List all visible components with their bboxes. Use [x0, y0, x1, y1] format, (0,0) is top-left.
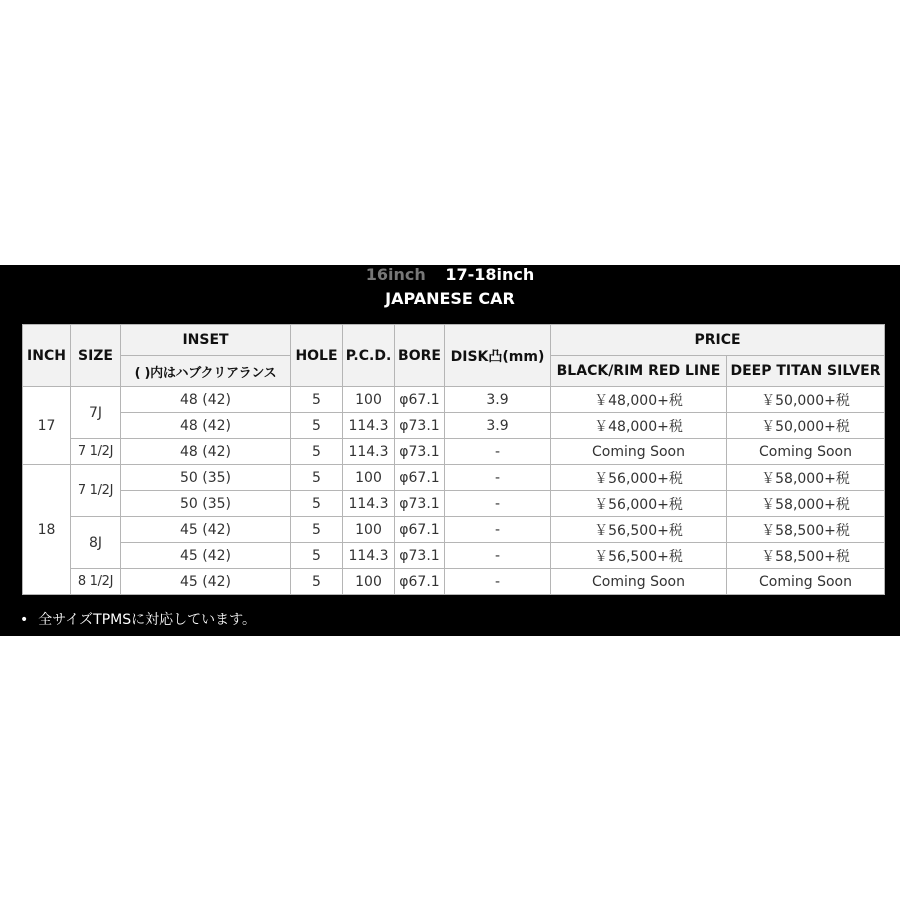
table-row	[23, 465, 885, 491]
tab-17-18inch[interactable]: 17-18inch	[445, 265, 535, 284]
inset-cell: 50 (35)	[121, 491, 291, 517]
price-titan-cell: ￥58,500+税	[727, 543, 885, 569]
inset-note-header: ( )内はハブクリアランス	[121, 356, 291, 387]
price-black-cell: ￥56,000+税	[551, 491, 727, 517]
pcd-cell: 114.3	[343, 439, 395, 465]
bore-cell: φ67.1	[395, 517, 445, 543]
pcd-cell: 100	[343, 387, 395, 413]
col-hole-header: HOLE	[291, 325, 343, 387]
col-inset-header: INSET	[121, 325, 291, 356]
inset-cell: 50 (35)	[121, 465, 291, 491]
disk-cell: -	[445, 569, 551, 595]
price-black-cell: Coming Soon	[551, 569, 727, 595]
bore-cell: φ73.1	[395, 413, 445, 439]
page-title: JAPANESE CAR	[385, 289, 515, 308]
table-row	[23, 491, 885, 517]
col-pcd-header: P.C.D.	[343, 325, 395, 387]
inset-cell: 45 (42)	[121, 543, 291, 569]
bore-cell: φ67.1	[395, 387, 445, 413]
bullet-icon: •	[20, 612, 29, 628]
hole-cell: 5	[291, 413, 343, 439]
size-cell: 8J	[71, 517, 121, 569]
inch-cell: 18	[23, 465, 71, 595]
inset-cell: 48 (42)	[121, 439, 291, 465]
pcd-cell: 114.3	[343, 543, 395, 569]
hole-cell: 5	[291, 517, 343, 543]
disk-cell: -	[445, 439, 551, 465]
table-row	[23, 569, 885, 595]
price-titan-cell: ￥58,000+税	[727, 465, 885, 491]
inset-cell: 45 (42)	[121, 517, 291, 543]
price-titan-cell: ￥58,500+税	[727, 517, 885, 543]
bore-cell: φ67.1	[395, 465, 445, 491]
disk-cell: -	[445, 491, 551, 517]
pcd-cell: 100	[343, 569, 395, 595]
disk-cell: -	[445, 543, 551, 569]
price-black-cell: ￥56,500+税	[551, 517, 727, 543]
disk-cell: -	[445, 517, 551, 543]
hole-cell: 5	[291, 491, 343, 517]
table-row	[23, 439, 885, 465]
footnote-text: 全サイズTPMSに対応しています。	[38, 612, 256, 628]
bore-cell: φ73.1	[395, 543, 445, 569]
price-titan-cell: Coming Soon	[727, 439, 885, 465]
bore-cell: φ67.1	[395, 569, 445, 595]
inch-cell: 17	[23, 387, 71, 465]
spec-table	[22, 324, 885, 595]
pcd-cell: 100	[343, 517, 395, 543]
price-titan-cell: ￥58,000+税	[727, 491, 885, 517]
tab-16inch[interactable]: 16inch	[365, 265, 426, 284]
hole-cell: 5	[291, 387, 343, 413]
table-row	[23, 387, 885, 413]
price-titan-header: DEEP TITAN SILVER	[727, 356, 885, 387]
price-titan-cell: ￥50,000+税	[727, 413, 885, 439]
inset-cell: 45 (42)	[121, 569, 291, 595]
bore-cell: φ73.1	[395, 439, 445, 465]
hole-cell: 5	[291, 439, 343, 465]
price-titan-cell: Coming Soon	[727, 569, 885, 595]
size-cell: 7 1/2J	[71, 465, 121, 517]
bore-cell: φ73.1	[395, 491, 445, 517]
col-size-header: SIZE	[71, 325, 121, 387]
disk-cell: -	[445, 465, 551, 491]
hole-cell: 5	[291, 465, 343, 491]
col-disk-header: DISK凸(mm)	[445, 325, 551, 387]
disk-cell: 3.9	[445, 413, 551, 439]
pcd-cell: 114.3	[343, 491, 395, 517]
hole-cell: 5	[291, 569, 343, 595]
price-black-cell: ￥56,500+税	[551, 543, 727, 569]
pcd-cell: 114.3	[343, 413, 395, 439]
table-row	[23, 543, 885, 569]
hole-cell: 5	[291, 543, 343, 569]
col-bore-header: BORE	[395, 325, 445, 387]
header-row-1	[23, 325, 885, 356]
tpms-footnote	[20, 610, 256, 630]
price-black-cell: ￥48,000+税	[551, 413, 727, 439]
price-black-cell: Coming Soon	[551, 439, 727, 465]
price-black-cell: ￥48,000+税	[551, 387, 727, 413]
inset-cell: 48 (42)	[121, 387, 291, 413]
col-inch-header: INCH	[23, 325, 71, 387]
price-black-cell: ￥56,000+税	[551, 465, 727, 491]
table-row	[23, 517, 885, 543]
price-titan-cell: ￥50,000+税	[727, 387, 885, 413]
size-cell: 7J	[71, 387, 121, 439]
pcd-cell: 100	[343, 465, 395, 491]
price-black-header: BLACK/RIM RED LINE	[551, 356, 727, 387]
size-tabs	[0, 265, 900, 287]
inset-cell: 48 (42)	[121, 413, 291, 439]
disk-cell: 3.9	[445, 387, 551, 413]
table-row	[23, 413, 885, 439]
spec-panel	[0, 265, 900, 636]
size-cell: 8 1/2J	[71, 569, 121, 595]
size-cell: 7 1/2J	[71, 439, 121, 465]
col-price-header: PRICE	[551, 325, 885, 356]
